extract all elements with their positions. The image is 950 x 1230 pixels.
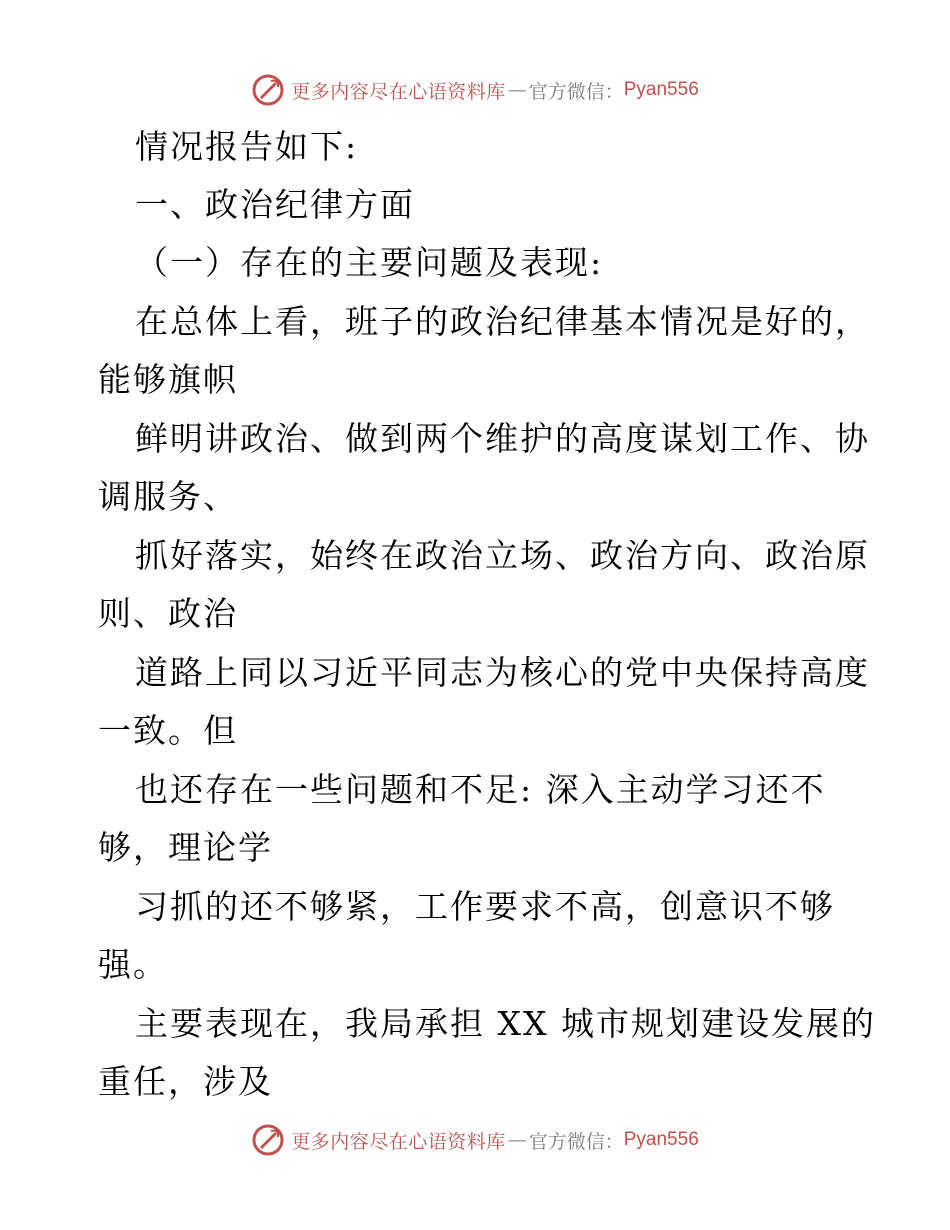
text-line: 在总体上看，班子的政治纪律基本情况是好的， xyxy=(135,302,870,341)
quill-logo-icon xyxy=(251,73,285,107)
watermark-label: 官方微信： xyxy=(528,80,624,103)
footer-watermark xyxy=(0,1120,950,1160)
watermark-label: 官方微信： xyxy=(528,1130,624,1153)
text-line: 能够旗帜 xyxy=(98,360,238,399)
text-line: （一）存在的主要问题及表现: xyxy=(135,243,604,282)
text-line: 强。 xyxy=(98,945,168,984)
text-line: 鲜明讲政治、做到两个维护的高度谋划工作、协 xyxy=(135,419,870,458)
text-line: 道路上同以习近平同志为核心的党中央保持高度 xyxy=(135,653,870,692)
text-line: 调服务、 xyxy=(98,477,238,516)
text-line: 主要表现在，我局承担 XX 城市规划建设发展的 xyxy=(135,1004,876,1043)
watermark-brand: 更多内容尽在心语资料库 xyxy=(291,1130,506,1153)
text-line: 也还存在一些问题和不足: 深入主动学习还不 xyxy=(135,770,826,809)
text-line: 习抓的还不够紧，工作要求不高，创意识不够 xyxy=(135,887,835,926)
watermark-dash: — xyxy=(507,1129,527,1151)
watermark-wechat-id: Pyan556 xyxy=(623,1129,699,1150)
watermark-dash: — xyxy=(507,79,527,101)
text-line: 一、政治纪律方面 xyxy=(135,185,415,224)
watermark-brand: 更多内容尽在心语资料库 xyxy=(291,80,506,103)
text-line: 抓好落实，始终在政治立场、政治方向、政治原 xyxy=(135,536,870,575)
text-line: 情况报告如下: xyxy=(135,127,359,166)
watermark-wechat-id: Pyan556 xyxy=(623,79,699,100)
text-line: 一致。但 xyxy=(98,711,238,750)
text-line: 够，理论学 xyxy=(98,828,273,867)
quill-logo-icon xyxy=(251,1123,285,1157)
text-line: 重任，涉及 xyxy=(98,1062,273,1101)
text-line: 则、政治 xyxy=(98,594,238,633)
header-watermark xyxy=(0,70,950,110)
